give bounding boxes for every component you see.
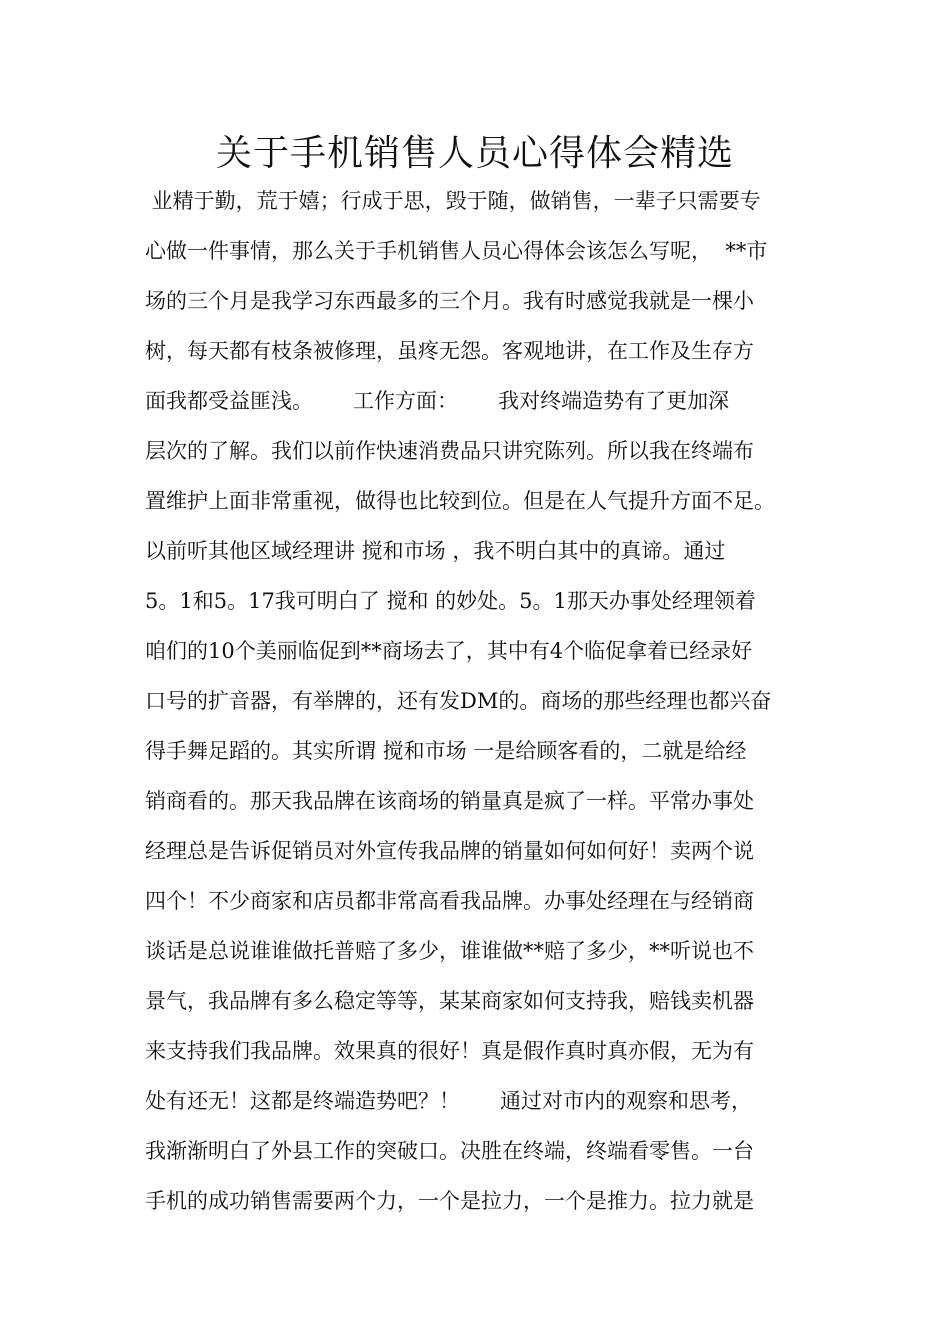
text-line: 我渐渐明白了外县工作的突破口。决胜在终端，终端看零售。一台 bbox=[145, 1139, 754, 1163]
document-title: 关于手机销售人员心得体会精选 bbox=[215, 133, 734, 174]
text-line: 心做一件事情，那么关于手机销售人员心得体会该怎么写呢， **市 bbox=[145, 239, 768, 263]
text-line: 以前听其他区域经理讲 搅和市场 ，我不明白其中的真谛。通过 bbox=[145, 539, 726, 563]
text-line: 景气，我品牌有多么稳定等等，某某商家如何支持我，赔钱卖机器 bbox=[145, 989, 754, 1013]
text-line: 面我都受益匪浅。 工作方面： 我对终端造势有了更加深 bbox=[145, 389, 730, 413]
text-line: 层次的了解。我们以前作快速消费品只讲究陈列。所以我在终端布 bbox=[145, 439, 754, 463]
text-line: 场的三个月是我学习东西最多的三个月。我有时感觉我就是一棵小 bbox=[145, 289, 754, 313]
text-line: 销商看的。那天我品牌在该商场的销量真是疯了一样。平常办事处 bbox=[145, 789, 754, 813]
text-line: 树，每天都有枝条被修理，虽疼无怨。客观地讲，在工作及生存方 bbox=[145, 339, 754, 363]
text-line: 置维护上面非常重视，做得也比较到位。但是在人气提升方面不足。 bbox=[145, 489, 775, 513]
text-line: 口号的扩音器，有举牌的，还有发DM的。商场的那些经理也都兴奋 bbox=[145, 689, 772, 713]
text-line: 四个！不少商家和店员都非常高看我品牌。办事处经理在与经销商 bbox=[145, 889, 754, 913]
text-line: 手机的成功销售需要两个力，一个是拉力，一个是推力。拉力就是 bbox=[145, 1189, 754, 1213]
text-line: 5。1和5。17我可明白了 搅和 的妙处。5。1那天办事处经理领着 bbox=[145, 589, 756, 613]
document-body bbox=[145, 176, 825, 1226]
text-line: 得手舞足蹈的。其实所谓 搅和市场 一是给顾客看的，二就是给经 bbox=[145, 739, 747, 763]
text-line: 咱们的10个美丽临促到**商场去了，其中有4个临促拿着已经录好 bbox=[145, 639, 753, 663]
text-line: 来支持我们我品牌。效果真的很好！真是假作真时真亦假，无为有 bbox=[145, 1039, 754, 1063]
text-line: 经理总是告诉促销员对外宣传我品牌的销量如何如何好！卖两个说 bbox=[145, 839, 754, 863]
text-line: 处有还无！这都是终端造势吧？！ 通过对市内的观察和思考， bbox=[145, 1089, 753, 1113]
text-line: 谈话是总说谁谁做托普赔了多少，谁谁做**赔了多少，**听说也不 bbox=[145, 939, 754, 963]
text-line: 业精于勤，荒于嬉；行成于思，毁于随，做销售，一辈子只需要专 bbox=[145, 189, 761, 213]
